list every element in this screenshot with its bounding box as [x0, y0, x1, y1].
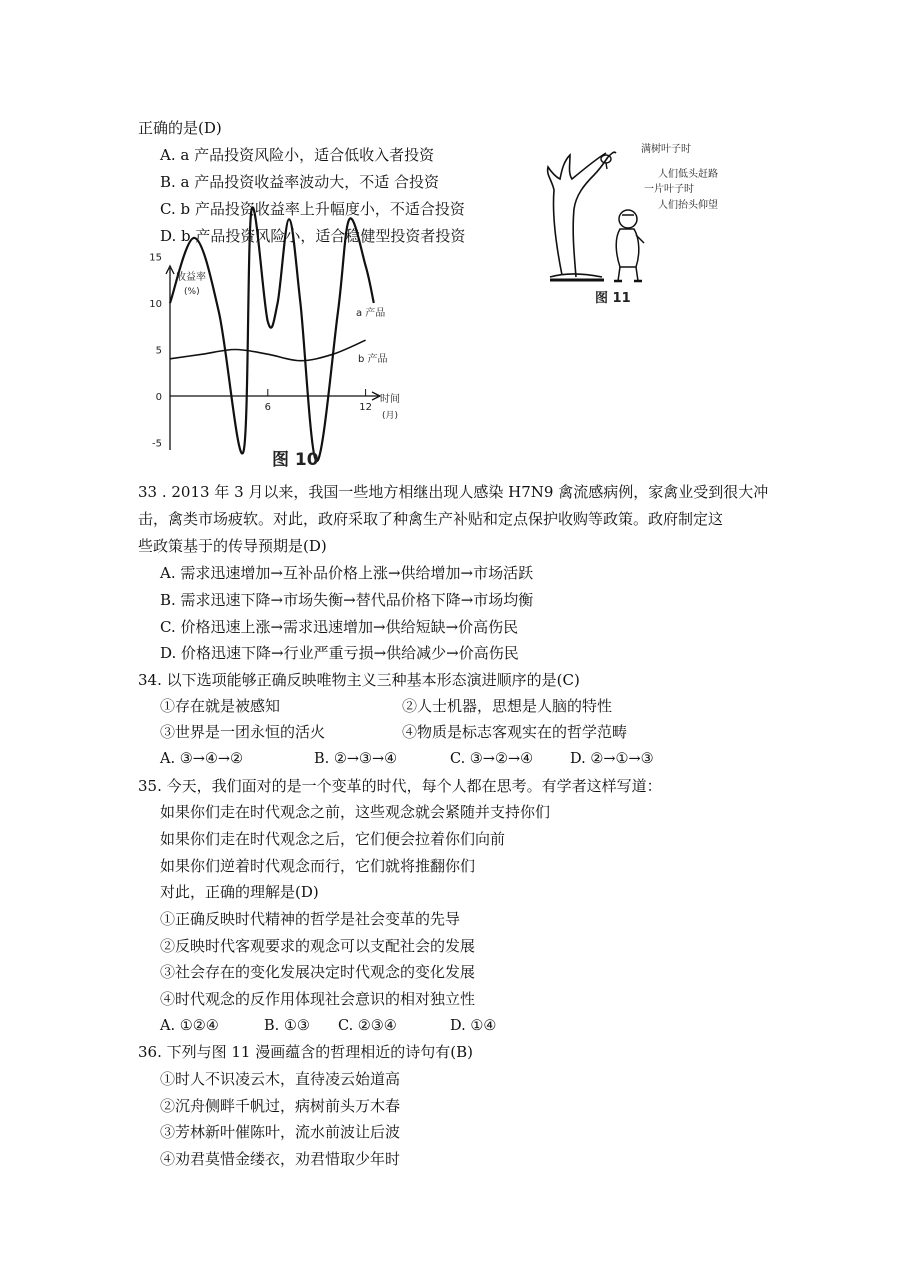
fig11-text-4: 人们抬头仰望: [658, 200, 718, 211]
x-axis-unit: (月): [382, 411, 399, 421]
q35-choice-c: C. ②③④: [338, 1018, 397, 1034]
y-tick-labels: [149, 253, 162, 450]
q35-item-2: ②反映时代客观要求的观念可以支配社会的发展: [160, 937, 476, 955]
q35-poem-line-1: 如果你们走在时代观念之前，这些观念就会紧随并支持你们: [160, 803, 551, 821]
q33-stem-line-3: 些政策基于的传导预期是(D): [138, 537, 327, 555]
y-tick-label: 5: [155, 345, 162, 357]
fig11-text-1: 满树叶子时: [641, 144, 691, 155]
q33-stem-line-2: 击，禽类市场疲软。对此，政府采取了种禽生产补贴和定点保护收购等政策。政府制定这: [138, 510, 724, 528]
q35-stem: 35. 今天，我们面对的是一个变革的时代，每个人都在思考。有学者这样写道：: [138, 777, 662, 795]
person-illustration: [614, 210, 644, 281]
q32-option-a: A. a 产品投资风险小，适合低收入者投资: [160, 146, 435, 164]
x-tick-label: 12: [359, 402, 372, 413]
figure-11-cartoon: [540, 135, 765, 310]
q33-option-a: A. 需求迅速增加→互补品价格上涨→供给增加→市场活跃: [160, 564, 534, 582]
tree-illustration: [548, 152, 616, 280]
q34-item-2: ②人士机器，思想是人脑的特性: [402, 697, 613, 715]
y-tick-label: 10: [149, 299, 162, 310]
q35-choice-a: A. ①②④: [160, 1018, 219, 1034]
y-tick-label: -5: [152, 438, 162, 450]
q35-item-4: ④时代观念的反作用体现社会意识的相对独立性: [160, 990, 476, 1008]
q34-choice-a: A. ③→④→②: [160, 751, 243, 767]
series-b-line: [170, 340, 366, 361]
q34-choices: [160, 749, 700, 769]
q34-item-4: ④物质是标志客观实在的哲学范畴: [402, 723, 628, 741]
q34-choice-b: B. ②→③→④: [314, 751, 398, 767]
x-tick-label: 6: [264, 402, 271, 413]
q36-stem: 36. 下列与图 11 漫画蕴含的哲理相近的诗句有(B): [138, 1043, 473, 1061]
q34-choice-c: C. ③→②→④: [450, 751, 534, 767]
q34-item-1: ①存在就是被感知: [160, 697, 281, 715]
q33-option-b: B. 需求迅速下降→市场失衡→替代品价格下降→市场均衡: [160, 591, 534, 609]
q33-stem-line-1: 33 . 2013 年 3 月以来，我国一些地方相继出现人感染 H7N9 禽流感病例，家禽业受到很大冲: [138, 483, 769, 501]
falling-leaf-icon: [601, 155, 611, 169]
q33-option-c: C. 价格迅速上涨→需求迅速增加→供给短缺→价高伤民: [160, 618, 519, 636]
q35-ask: 对此，正确的理解是(D): [160, 883, 319, 901]
fig11-text-3: 一片叶子时: [644, 184, 694, 195]
series-b-label: b 产品: [358, 354, 388, 365]
y-tick-label: 0: [155, 392, 162, 403]
q36-item-4: ④劝君莫惜金缕衣，劝君惜取少年时: [160, 1150, 401, 1168]
q35-item-1: ①正确反映时代精神的哲学是社会变革的先导: [160, 910, 461, 928]
y-axis-label: 收益率: [176, 272, 206, 283]
q32-option-d: D. b 产品投资风险小，适合稳健型投资者投资: [160, 227, 466, 245]
q35-poem-line-2: 如果你们走在时代观念之后，它们便会拉着你们向前: [160, 830, 506, 848]
q32-option-b: B. a 产品投资收益率波动大，不适 合投资: [160, 173, 440, 191]
q35-choice-d: D. ①④: [450, 1018, 497, 1034]
q36-item-3: ③芳林新叶催陈叶，流水前波让后波: [160, 1123, 401, 1141]
fig11-text-2: 人们低头赶路: [658, 169, 718, 180]
y-axis-unit: (%): [184, 287, 200, 297]
q34-choice-d: D. ②→①→③: [570, 751, 654, 767]
fig11-caption: 图 11: [595, 291, 631, 306]
q32-stem-end: 正确的是(D): [138, 119, 222, 137]
q32-option-c: C. b 产品投资收益率上升幅度小，不适合投资: [160, 200, 465, 218]
q36-item-2: ②沉舟侧畔千帆过，病树前头万木春: [160, 1097, 401, 1115]
q35-choice-b: B. ①③: [264, 1018, 310, 1034]
q34-stem: 34. 以下选项能够正确反映唯物主义三种基本形态演进顺序的是(C): [138, 671, 580, 689]
series-a-label: a 产品: [356, 308, 386, 319]
figure-10-chart: [140, 252, 430, 470]
q35-choices: [160, 1016, 520, 1036]
q34-item-3: ③世界是一团永恒的活火: [160, 723, 326, 741]
x-tick-labels: [265, 389, 372, 413]
fig10-caption: 图 10: [272, 450, 319, 470]
q36-item-1: ①时人不识凌云木，直待凌云始道高: [160, 1070, 401, 1088]
q33-option-d: D. 价格迅速下降→行业严重亏损→供给减少→价高伤民: [160, 644, 519, 662]
q35-poem-line-3: 如果你们逆着时代观念而行，它们就将推翻你们: [160, 857, 476, 875]
x-axis-label: 时间: [380, 394, 400, 405]
y-tick-label: 15: [149, 252, 162, 264]
q35-item-3: ③社会存在的变化发展决定时代观念的变化发展: [160, 963, 476, 981]
